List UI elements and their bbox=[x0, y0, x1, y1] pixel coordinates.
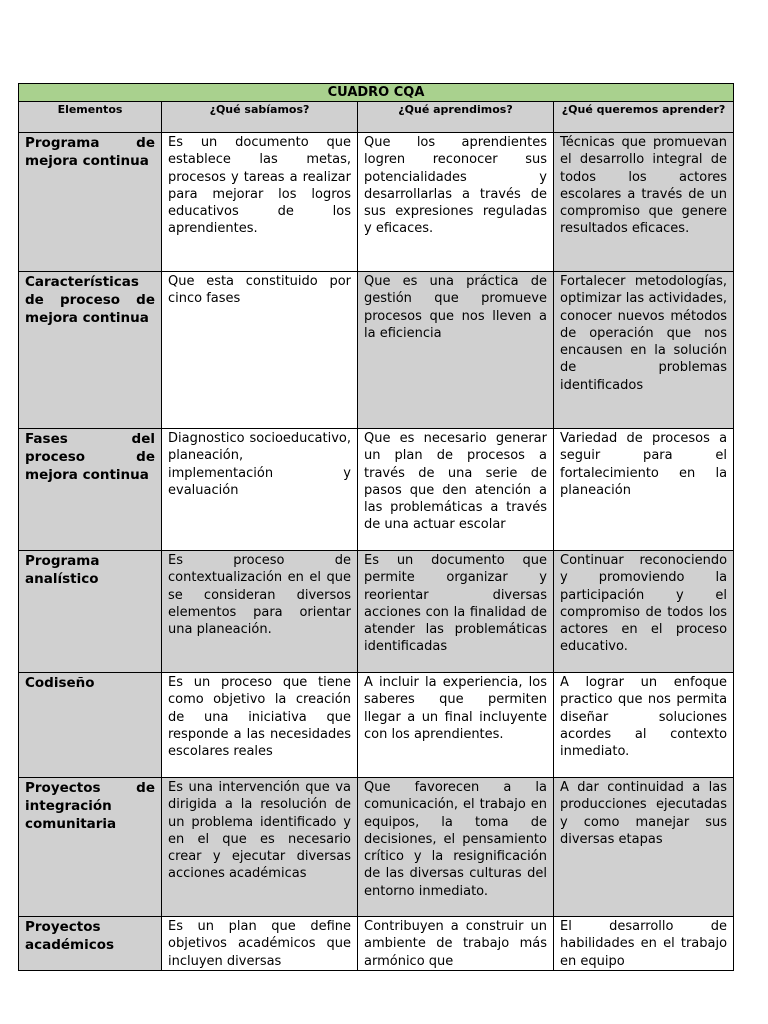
header-que-queremos-aprender: ¿Qué queremos aprender? bbox=[554, 102, 734, 133]
table-row bbox=[19, 429, 734, 551]
row-que-aprendimos: A incluir la experiencia, los saberes que permiten llegar a un final incluyente con los aprendientes. bbox=[358, 673, 554, 778]
table-row bbox=[19, 917, 734, 971]
row-que-aprendimos: Es un documento que permite organizar y reorientar diversas acciones con la finalidad de atender las problemáticas identificadas bbox=[358, 551, 554, 673]
header-que-aprendimos: ¿Qué aprendimos? bbox=[358, 102, 554, 133]
row-que-queremos: Continuar reconociendo y promoviendo la participación y el compromiso de todos los actores en el proceso educativo. bbox=[554, 551, 734, 673]
header-que-sabiamos: ¿Qué sabíamos? bbox=[162, 102, 358, 133]
header-elementos: Elementos bbox=[19, 102, 162, 133]
row-que-sabiamos: Es un proceso que tiene como objetivo la creación de una iniciativa que responde a las necesidades escolares reales bbox=[162, 673, 358, 778]
row-que-queremos: El desarrollo de habilidades en el trabajo en equipo bbox=[554, 917, 734, 971]
row-element: Programa de mejora continua bbox=[19, 133, 162, 272]
header-row bbox=[19, 102, 734, 133]
row-que-queremos: A dar continuidad a las producciones ejecutadas y como manejar sus diversas etapas bbox=[554, 778, 734, 917]
row-que-queremos: Técnicas que promuevan el desarrollo integral de todos los actores escolares a través de un compromiso que genere resultados eficaces. bbox=[554, 133, 734, 272]
row-element: Proyectos académicos bbox=[19, 917, 162, 971]
row-que-aprendimos: Contribuyen a construir un ambiente de trabajo más armónico que bbox=[358, 917, 554, 971]
row-element: Fases del proceso de mejora continua bbox=[19, 429, 162, 551]
row-que-queremos: A lograr un enfoque practico que nos permita diseñar soluciones acordes al contexto inmediato. bbox=[554, 673, 734, 778]
row-element: Características de proceso de mejora continua bbox=[19, 272, 162, 429]
row-element: Programa analístico bbox=[19, 551, 162, 673]
row-que-sabiamos: Es un documento que establece las metas, procesos y tareas a realizar para mejorar los logros educativos de los aprendientes. bbox=[162, 133, 358, 272]
row-que-aprendimos: Que es necesario generar un plan de procesos a través de una serie de pasos que den atención a las problemáticas a través de una actuar escolar bbox=[358, 429, 554, 551]
row-que-aprendimos: Que los aprendientes logren reconocer sus potencialidades y desarrollarlas a través de sus expresiones reguladas y eficaces. bbox=[358, 133, 554, 272]
title-row bbox=[19, 84, 734, 102]
table-row bbox=[19, 551, 734, 673]
cqa-table bbox=[18, 83, 734, 971]
row-que-sabiamos: Diagnostico socioeducativo, planeación, implementación y evaluación bbox=[162, 429, 358, 551]
row-que-queremos: Fortalecer metodologías, optimizar las actividades, conocer nuevos métodos de operación que nos encausen en la solución de problemas identificados bbox=[554, 272, 734, 429]
row-que-sabiamos: Que esta constituido por cinco fases bbox=[162, 272, 358, 429]
row-element: Codiseño bbox=[19, 673, 162, 778]
row-que-sabiamos: Es una intervención que va dirigida a la resolución de un problema identificado y en el que es necesario crear y ejecutar diversas acciones académicas bbox=[162, 778, 358, 917]
table-row bbox=[19, 133, 734, 272]
row-que-sabiamos: Es proceso de contextualización en el que se consideran diversos elementos para orientar una planeación. bbox=[162, 551, 358, 673]
table-row bbox=[19, 778, 734, 917]
table-title: CUADRO CQA bbox=[19, 84, 734, 102]
table-row bbox=[19, 272, 734, 429]
row-que-aprendimos: Que favorecen a la comunicación, el trabajo en equipos, la toma de decisiones, el pensamiento crítico y la resignificación de las diversas culturas del entorno inmediato. bbox=[358, 778, 554, 917]
row-que-queremos: Variedad de procesos a seguir para el fortalecimiento en la planeación bbox=[554, 429, 734, 551]
row-que-sabiamos: Es un plan que define objetivos académicos que incluyen diversas bbox=[162, 917, 358, 971]
row-que-aprendimos: Que es una práctica de gestión que promueve procesos que nos lleven a la eficiencia bbox=[358, 272, 554, 429]
row-element: Proyectos de integración comunitaria bbox=[19, 778, 162, 917]
table-row bbox=[19, 673, 734, 778]
